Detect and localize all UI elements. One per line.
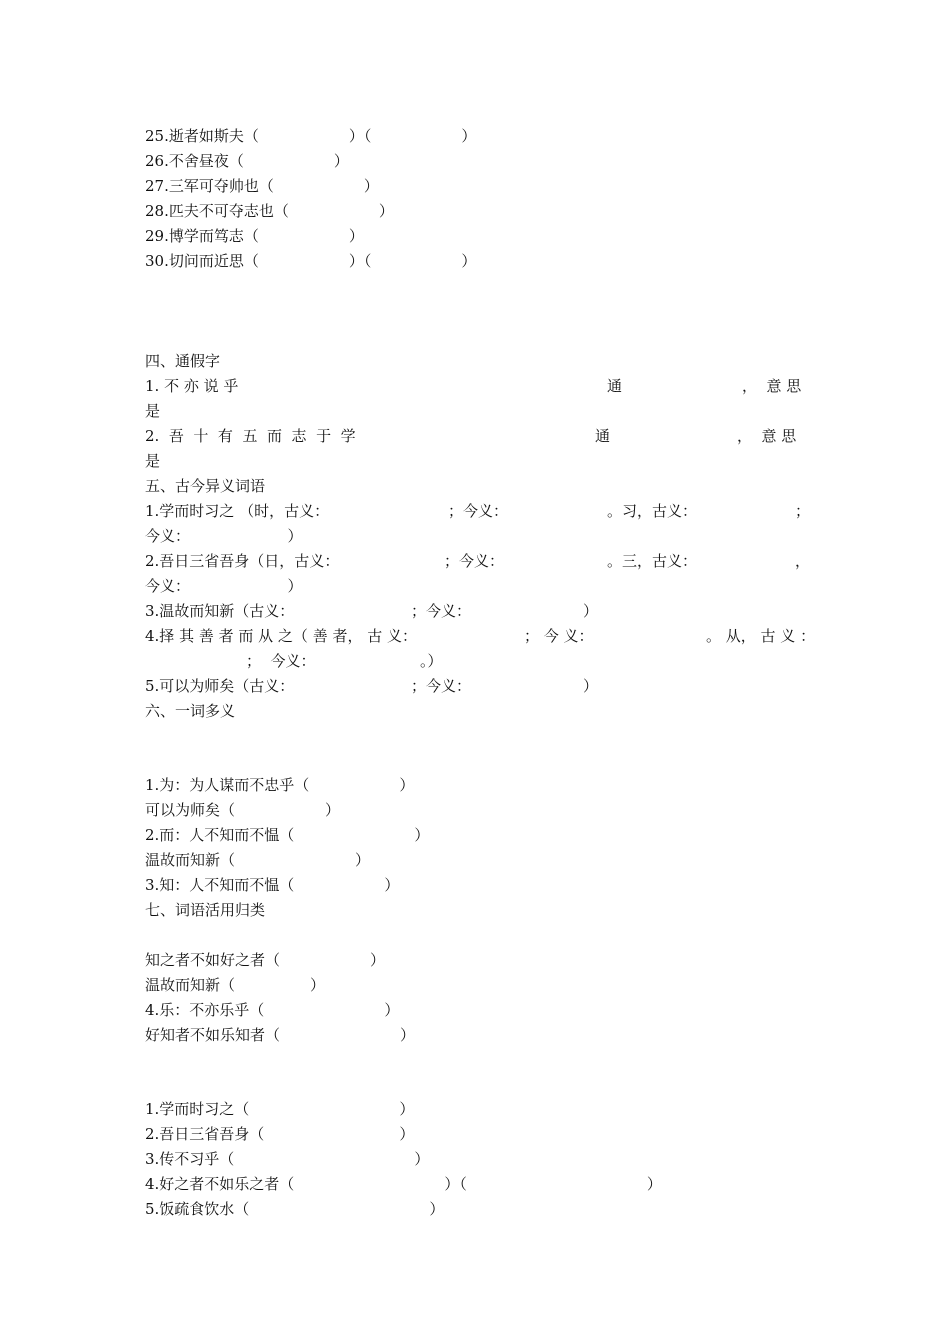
yici-2: 可以为师矣（ ） <box>145 801 341 819</box>
item-25: 25.逝者如斯夫（ ）（ ） <box>145 127 477 145</box>
huoyong-1: 知之者不如好之者（ ） <box>145 951 386 969</box>
tongjia-1-shi: 是 <box>145 402 161 420</box>
tongjia-2-tong: 通 <box>595 427 611 445</box>
gujin-2-comma: ， <box>795 552 811 570</box>
item-29: 29.博学而笃志（ ） <box>145 227 364 245</box>
gujin-1-semicolon: ； <box>795 502 811 520</box>
tongjia-2-text: 2. 吾 十 有 五 而 志 于 学 <box>145 427 356 445</box>
gujin-4-jinyi: ； 今 义： <box>524 627 594 645</box>
section-heading-yiciduoyi: 六、一词多义 <box>145 702 236 720</box>
item-28: 28.匹夫不可夺志也（ ） <box>145 202 394 220</box>
tongjia-2-meaning: ， 意 思 <box>737 427 797 445</box>
gujin-3-jinyi: ；今义： <box>411 602 472 620</box>
section-heading-tongjiazi: 四、通假字 <box>145 352 221 370</box>
gujin-4-jinyi-2: ； 今义： <box>246 652 316 670</box>
yici-5: 3.知：人不知而不愠（ ） <box>145 876 400 894</box>
gujin-4-end: 。） <box>420 652 443 670</box>
yici-1: 1.为：为人谋而不忠乎（ ） <box>145 776 415 794</box>
zhuyin-3: 3.传不习乎（ ） <box>145 1150 430 1168</box>
tongjia-1-meaning: ， 意 思 <box>742 377 802 395</box>
gujin-5-jinyi: ；今义： <box>411 677 472 695</box>
tongjia-1-tong: 通 <box>607 377 623 395</box>
yici-4: 温故而知新（ ） <box>145 851 371 869</box>
item-27: 27.三军可夺帅也（ ） <box>145 177 379 195</box>
gujin-1-jinyi: ；今义： <box>448 502 509 520</box>
gujin-1-xi: 。习，古义： <box>607 502 698 520</box>
gujin-2-start: 2.吾日三省吾身（日，古义： <box>145 552 340 570</box>
zhuyin-2: 2.吾日三省吾身（ ） <box>145 1125 415 1143</box>
zhuyin-1: 1.学而时习之（ ） <box>145 1100 415 1118</box>
huoyong-4: 好知者不如乐知者（ ） <box>145 1026 416 1044</box>
gujin-3-start: 3.温故而知新（古义： <box>145 602 295 620</box>
tongjia-2-shi: 是 <box>145 452 161 470</box>
gujin-2-jinyi: ；今义： <box>444 552 505 570</box>
item-30: 30.切问而近思（ ）（ ） <box>145 252 477 270</box>
zhuyin-4: 4.好之者不如乐之者（ ）（ ） <box>145 1175 662 1193</box>
section-heading-gujin: 五、古今异义词语 <box>145 477 266 495</box>
gujin-5-close: ） <box>583 677 599 695</box>
gujin-1-jinyi-2: 今义： ） <box>145 527 303 545</box>
item-26: 26.不舍昼夜（ ） <box>145 152 349 170</box>
zhuyin-5: 5.饭疏食饮水（ ） <box>145 1200 445 1218</box>
gujin-5-start: 5.可以为师矣（古义： <box>145 677 295 695</box>
yici-3: 2.而：人不知而不愠（ ） <box>145 826 430 844</box>
huoyong-2: 温故而知新（ ） <box>145 976 326 994</box>
section-heading-huoyong: 七、词语活用归类 <box>145 901 266 919</box>
gujin-1-start: 1.学而时习之 （时，古义： <box>145 502 330 520</box>
gujin-4-cong: 。 从， 古 义 ： <box>706 627 816 645</box>
gujin-2-jinyi-2: 今义： ） <box>145 577 303 595</box>
gujin-4-start: 4.择 其 善 者 而 从 之（ 善 者， 古 义： <box>145 627 417 645</box>
gujin-3-close: ） <box>583 602 599 620</box>
huoyong-3: 4.乐：不亦乐乎（ ） <box>145 1001 400 1019</box>
gujin-2-san: 。三，古义： <box>607 552 698 570</box>
tongjia-1-text: 1. 不 亦 说 乎 <box>145 377 239 395</box>
